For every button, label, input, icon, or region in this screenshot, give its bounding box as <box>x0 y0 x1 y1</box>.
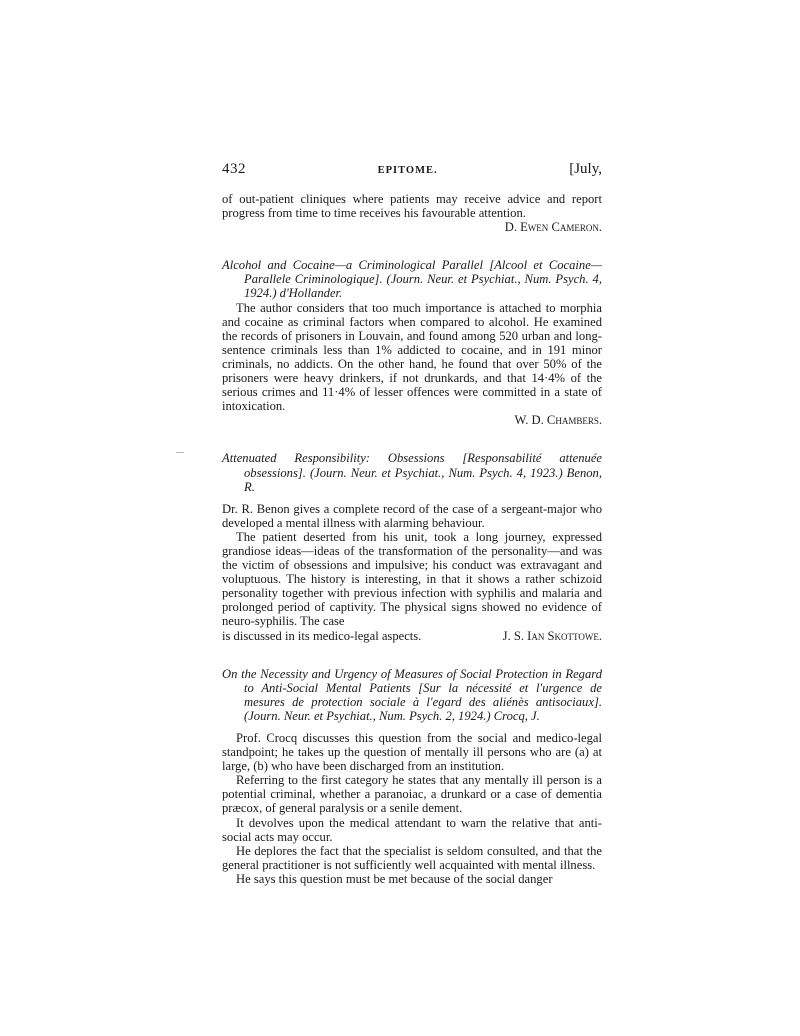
article3-title: On the Necessity and Urgency of Measures of Social Protection in Regard to Anti-Social Mental Patients [Sur la nécessité et l'urgence de mesures de protection sociale à l'egard des aliénès antisociaux]. (Journ. Neur. et Psychiat., Num. Psych. 2, 1924.) Crocq, J. <box>222 666 602 723</box>
article3-paragraph: It devolves upon the medical attendant to warn the relative that anti-social acts may occur. <box>222 815 602 844</box>
article3-paragraph: He deplores the fact that the specialist is seldom consulted, and that the general practitioner is not sufficiently well acquainted with mental illness. <box>222 843 602 872</box>
article1-title: Alcohol and Cocaine—a Criminological Parallel [Alcool et Cocaine—Parallele Criminologique]. (Journ. Neur. et Psychiat., Num. Psych. 4, 1924.) d'Hollander. <box>222 258 602 301</box>
article3-paragraph: Referring to the first category he states that any mentally ill person is a potential criminal, whether a paranoiac, a drunkard or a case of dementia præcox, of general paralysis or a senile dement. <box>222 773 602 816</box>
signature-skottowe: J. S. Ian Skottowe. <box>502 628 602 643</box>
page-header <box>222 162 602 186</box>
scan-speck <box>176 452 184 453</box>
signature-chambers: W. D. Chambers. <box>514 413 602 428</box>
issue-date: [July, <box>569 161 602 177</box>
signature-cameron: D. Ewen Cameron. <box>504 220 602 235</box>
article2-paragraph1: Dr. R. Benon gives a complete record of the case of a sergeant-major who developed a mental illness with alarming behaviour. <box>222 501 602 530</box>
journal-page <box>222 162 602 886</box>
article2-last-line: is discussed in its medico-legal aspects. J. S. Ian Skottowe. <box>222 628 602 643</box>
running-title: EPITOME. <box>377 165 438 176</box>
article1-paragraph: The author considers that too much importance is attached to morphia and cocaine as criminal factors when compared to alcohol. He examined the records of prisoners in Louvain, and found among 520 urban and long-sentence criminals less than 1% addicted to cocaine, and in 191 minor criminals, no addicts. On the other hand, he found that over 50% of the prisoners were heavy drinkers, if not drunkards, and that 14·4% of the serious crimes and 11·4% of lesser offences were committed in a state of intoxication. <box>222 300 602 414</box>
article2-title: Attenuated Responsibility: Obsessions [Responsabilité attenuée obsessions]. (Journ. Neur. et Psychiat., Num. Psych. 4, 1923.) Benon, R. <box>222 451 602 494</box>
continuation-text: of out-patient cliniques where patients may receive advice and report progress from time to time receives his favourable attention. <box>222 192 602 221</box>
article3-paragraph: Prof. Crocq discusses this question from the social and medico-legal standpoint; he takes up the question of mentally ill persons who are (a) at large, (b) who have been discharged from an institution. <box>222 731 602 774</box>
page-number: 432 <box>222 161 246 177</box>
article3-paragraph: He says this question must be met because of the social danger <box>236 871 553 886</box>
article2-paragraph2: The patient deserted from his unit, took a long journey, expressed grandiose ideas—ideas of the transformation of the personality—and was the victim of obsessions and impulsive; his conduct was extravagant and voluptuous. The history is interesting, in that it shows a rather schizoid personality together with previous infection with syphilis and malaria and prolonged period of captivity. The physical signs showed no evidence of neuro-syphilis. The case <box>222 529 602 629</box>
